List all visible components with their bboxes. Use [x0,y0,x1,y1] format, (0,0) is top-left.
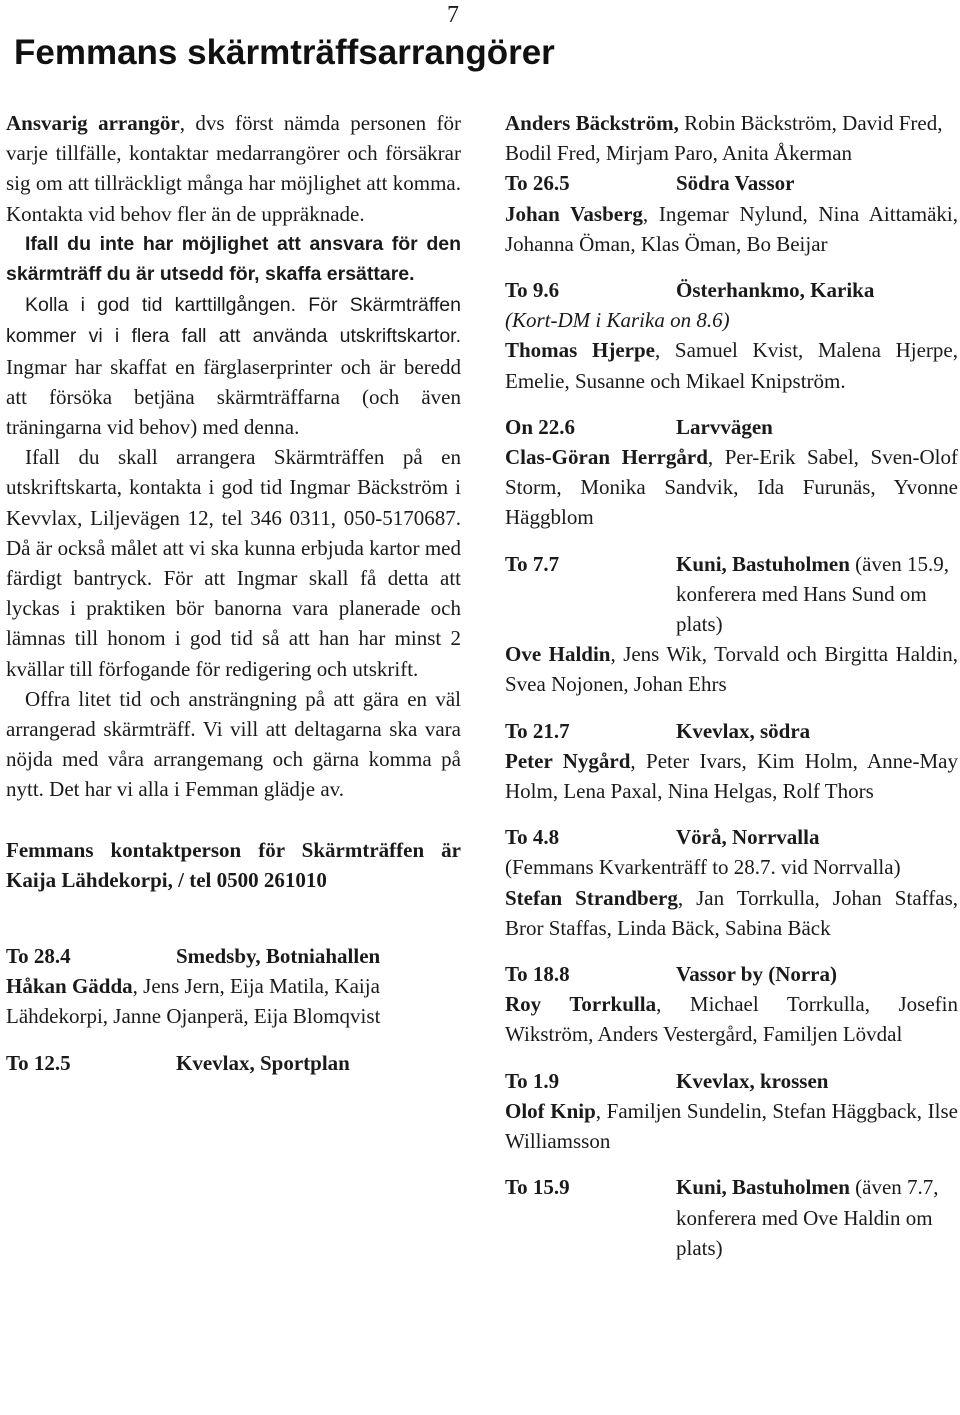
event-organizers-continued [505,108,958,168]
right-column [505,108,958,1263]
responsible-organizer-term: Ansvarig arrangör [6,111,180,135]
event-organizers [505,199,958,259]
event-place-wrap [676,1172,958,1263]
event-lead-organizer: Peter Nygård [505,748,631,773]
event-place: Österhankmo, Karika [676,278,875,303]
event-co-organizers: , Per-Erik Sabel, Sven-Olof Storm, Monika Sandvik, Ida Furunäs, Yvonne Häggblom [505,445,958,530]
event-date: To 18.8 [505,962,570,987]
event-block [505,1066,958,1157]
event-lead-organizer: Håkan Gädda [6,974,133,999]
event-block [505,549,958,700]
event-organizers [6,971,461,1031]
intro-paragraph-1 [6,108,461,229]
page-number: 7 [447,2,459,28]
event-organizers [505,746,958,806]
event-heading [505,549,958,640]
event-block [505,959,958,1050]
event-note: (Femmans Kvarkenträff to 28.7. vid Norrvalla) [505,855,901,880]
event-place: Kvevlax, krossen [676,1068,829,1093]
event-date: On 22.6 [505,414,576,439]
event-date: To 12.5 [6,1050,71,1075]
event-place: Södra Vassor [676,171,795,196]
event-co-organizers: , Peter Ivars, Kim Holm, Anne-May Holm, Lena Paxal, Nina Helgas, Rolf Thors [505,748,958,804]
event-date: To 15.9 [505,1175,570,1200]
intro-paragraph-3 [6,289,461,442]
event-place: Kvevlax, Sportplan [176,1050,350,1075]
event-date: To 7.7 [505,551,560,576]
event-co-organizers: , Jens Jern, Eija Matila, Kaija Lähdekorpi, Janne Ojanperä, Eija Blomqvist [6,974,381,1029]
event-place: Larvvägen [676,414,773,439]
event-heading [505,822,958,852]
event-co-organizers: , Familjen Sundelin, Stefan Häggback, Ilse Williamsson [505,1098,958,1154]
event-heading [6,941,461,971]
event-co-organizers: Robin Bäckström, David Fred, Bodil Fred, Mirjam Paro, Anita Åkerman [505,111,943,166]
event-place: Vassor by (Norra) [676,962,837,987]
event-co-organizers: , Jens Wik, Torvald och Birgitta Haldin, Svea Nojonen, Johan Ehrs [505,642,958,697]
event-lead-organizer: Olof Knip [505,1098,596,1123]
event-date: To 26.5 [505,171,570,196]
event-heading [6,1048,461,1078]
event-co-organizers: , Samuel Kvist, Malena Hjerpe, Emelie, Susanne och Mikael Knipström. [505,338,958,393]
event-lead-organizer: Anders Bäckström, [505,111,679,135]
event-place-note: (även 15.9, konferera med Hans Sund om plats) [676,551,950,637]
event-block [505,275,958,396]
event-place-note: (även 7.7, konferera med Ove Haldin om plats) [676,1175,939,1260]
event-date: To 9.6 [505,278,560,303]
event-block [505,168,958,259]
intro-paragraph-1-text: , dvs först nämda personen för varje tillfälle, kontaktar medarrangörer och försäkrar sig om att tillräckligt många har möjlighet att komma. Kontakta vid behov fler än de uppräknade. [6,111,461,226]
event-heading [505,959,958,989]
event-block [505,716,958,807]
event-organizers [505,442,958,533]
event-lead-organizer: Stefan Strandberg [505,885,678,910]
page-title: Femmans skärmträffsarrangörer [14,33,555,72]
event-place: Kuni, Bastuholmen [676,1175,850,1200]
event-date: To 21.7 [505,718,570,743]
event-block [505,822,958,943]
event-heading [505,168,958,198]
event-heading [505,412,958,442]
event-block [505,412,958,533]
event-note-text: (Kort-DM i Karika on 8.6) [505,308,730,333]
event-date: To 4.8 [505,825,560,850]
intro-paragraph-3-sans: Kolla i god tid karttillgången. För Skärmträffen kommer vi i flera fall att använda utskriftskartor. [6,294,461,348]
intro-paragraph-4: Ifall du skall arrangera Skärmträffen på en utskriftskarta, kontakta i god tid Ingmar Bäckström i Kevvlax, Liljevägen 12, tel 346 0311, 050-5170687. Då är också målet att vi ska kunna erbjuda kartor med färdigt bantryck. För att Ingmar skall få detta att lyckas i praktiken bör banorna vara planerade och lämnas till honom i god tid så att han har minst 2 kvällar till förfogande för redigering och utskrift. [6,445,461,681]
event-organizers [505,639,958,699]
event-place: Kvevlax, södra [676,718,811,743]
event-co-organizers: , Ingemar Nylund, Nina Aittamäki, Johanna Öman, Klas Öman, Bo Beijar [505,201,958,256]
event-lead-organizer: Roy Torrkulla [505,992,657,1017]
event-note [505,305,958,335]
event-block [6,1048,461,1078]
event-co-organizers: , Michael Torrkulla, Josefin Wikström, Anders Vestergård, Familjen Lövdal [505,992,958,1047]
event-place: Vörå, Norrvalla [676,825,820,850]
event-lead-organizer: Johan Vasberg [505,201,643,226]
event-organizers [505,989,958,1049]
event-organizers [505,1096,958,1156]
event-block [505,1172,958,1263]
event-organizers [505,883,958,943]
event-lead-organizer: Ove Haldin [505,642,611,667]
event-place: Smedsby, Botniahallen [176,944,381,969]
contact-person: Femmans kontaktperson för Skärmträffen är Kaija Lähdekorpi, / tel 0500 261010 [6,837,461,892]
event-block [6,941,461,1032]
left-column [6,108,461,1078]
event-heading [505,1066,958,1096]
event-co-organizers: , Jan Torrkulla, Johan Staffas, Bror Staffas, Linda Bäck, Sabina Bäck [505,885,958,940]
event-lead-organizer: Clas-Göran Herrgård [505,445,708,470]
intro-paragraph-5: Offra litet tid och ansträngning på att gära en väl arrangerad skärmträff. Vi vill att deltagarna ska vara nöjda med våra arrangemang och gärna komma på nytt. Det har vi alla i Femman glädje av. [6,686,461,802]
event-heading [505,275,958,305]
intro-paragraph-3-text: Ingmar har skaffat en färglaserprinter och är beredd att försöka betjäna skärmträffarna (och även träningarna vid behov) med denna. [6,354,461,440]
intro-paragraph-2: Ifall du inte har möjlighet att ansvara för den skärmträff du är utsedd för, skaffa ersättare. [6,232,461,286]
event-date: To 1.9 [505,1068,560,1093]
event-date: To 28.4 [6,944,71,969]
event-organizers [505,335,958,395]
event-place-wrap [676,549,958,640]
event-heading [505,716,958,746]
event-place: Kuni, Bastuholmen [676,551,850,576]
event-lead-organizer: Thomas Hjerpe [505,338,655,363]
event-heading [505,1172,958,1263]
